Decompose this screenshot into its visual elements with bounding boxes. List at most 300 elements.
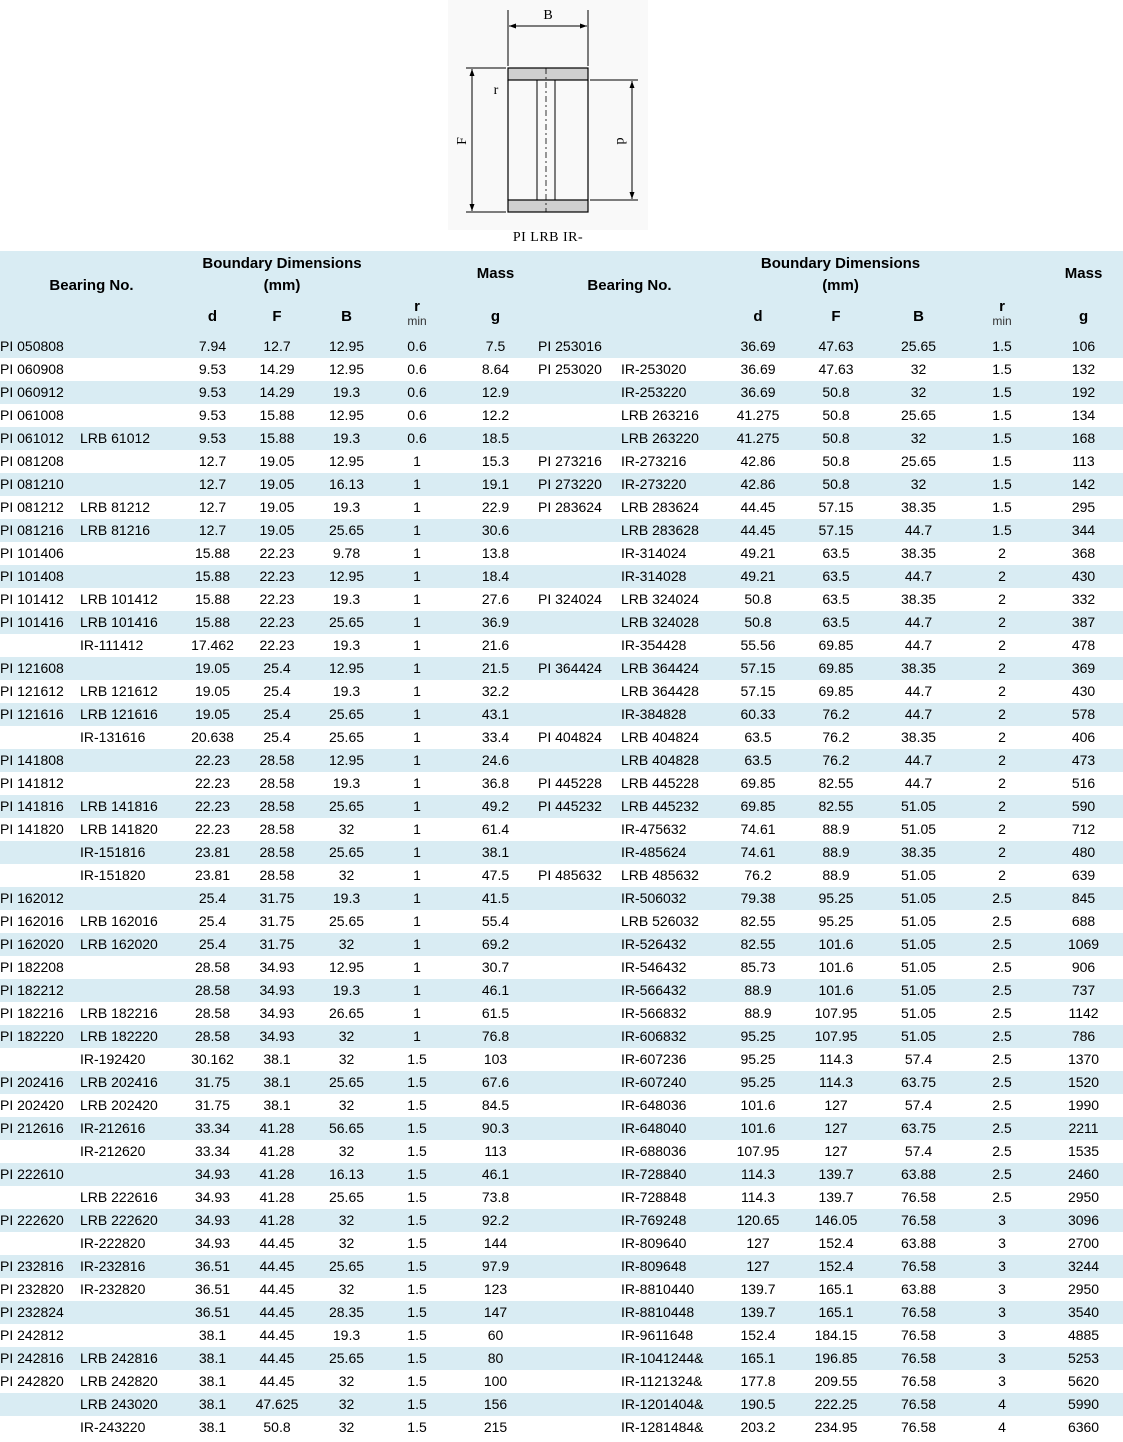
right-pi-no-cell — [538, 1301, 621, 1324]
right-f-cell: 63.5 — [822, 614, 850, 630]
left-f-cell: 12.7 — [263, 338, 291, 354]
right-pi-no-cell: PI 324024 — [538, 591, 602, 607]
right-pi-no-cell — [538, 519, 621, 542]
left-alt-no-cell — [80, 335, 183, 358]
left-mass-g-cell: 8.64 — [481, 361, 510, 377]
left-d-cell: 28.58 — [194, 1028, 231, 1044]
table-row — [0, 1071, 1123, 1094]
table-row — [0, 749, 1123, 772]
table-row — [0, 1186, 1123, 1209]
right-d-cell: 165.1 — [740, 1350, 776, 1366]
right-pi-no-cell — [538, 1209, 621, 1232]
right-d-cell: 114.3 — [741, 1166, 776, 1182]
left-alt-no-cell: IR-243220 — [80, 1419, 146, 1435]
right-f-cell: 82.55 — [818, 775, 854, 791]
right-pi-no-cell — [538, 1416, 621, 1439]
right-alt-no-cell: IR-314028 — [621, 568, 687, 584]
left-b-cell: 25.65 — [328, 1189, 365, 1205]
left-f-cell: 28.58 — [259, 798, 295, 814]
left-b-cell: 19.3 — [332, 683, 361, 699]
table-row — [0, 1255, 1123, 1278]
left-pi-no-cell: PI 242820 — [0, 1373, 64, 1389]
table-row — [0, 1025, 1123, 1048]
left-r-min-cell: 0.6 — [407, 407, 427, 423]
right-d-cell: 127 — [746, 1258, 770, 1274]
right-f-cell: 88.9 — [822, 867, 850, 883]
left-f-cell: 41.28 — [259, 1143, 295, 1159]
right-mass-g-cell: 1535 — [1067, 1143, 1100, 1159]
right-mass-g-cell: 478 — [1071, 637, 1096, 653]
left-pi-no-cell: PI 060908 — [0, 361, 64, 377]
right-pi-no-cell — [538, 381, 621, 404]
left-pi-no-cell: PI 101412 — [0, 591, 64, 607]
right-d-cell: 120.65 — [736, 1212, 780, 1228]
right-d-cell: 107.95 — [736, 1143, 780, 1159]
right-f-cell: 139.7 — [818, 1189, 854, 1205]
right-alt-no-cell: LRB 324024 — [621, 591, 699, 607]
right-f-cell: 114.3 — [819, 1051, 854, 1067]
left-mass-g-cell: 19.1 — [481, 476, 510, 492]
left-pi-no-cell: PI 242812 — [0, 1327, 64, 1343]
left-d-cell: 9.53 — [198, 430, 227, 446]
right-pi-no-cell — [538, 1094, 621, 1117]
table-row — [0, 1324, 1123, 1347]
left-alt-no-cell: IR-232820 — [80, 1281, 146, 1297]
left-pi-no-cell: PI 101406 — [0, 545, 64, 561]
right-alt-no-cell: LRB 404824 — [621, 729, 699, 745]
right-d-cell: 36.69 — [740, 361, 776, 377]
table-row — [0, 1278, 1123, 1301]
table-row — [0, 841, 1123, 864]
right-mass-g-cell: 6360 — [1067, 1419, 1100, 1435]
left-b-cell: 19.3 — [332, 890, 361, 906]
right-pi-no-cell — [538, 1002, 621, 1025]
right-alt-no-cell: IR-526432 — [621, 936, 687, 952]
right-alt-no-cell: IR-475632 — [621, 821, 687, 837]
left-f-cell: 38.1 — [263, 1074, 291, 1090]
left-f-cell: 34.93 — [259, 982, 295, 998]
right-b-cell: 51.05 — [901, 936, 937, 952]
left-mass-g-cell: 18.5 — [481, 430, 510, 446]
right-r-min-cell: 2 — [998, 706, 1006, 722]
right-mass-g-cell: 473 — [1071, 752, 1096, 768]
left-pi-no-cell: PI 162012 — [0, 890, 64, 906]
right-pi-no-cell — [538, 887, 621, 910]
right-r-min-cell: 2.5 — [992, 913, 1012, 929]
right-d-cell: 95.25 — [740, 1051, 776, 1067]
table-row — [0, 772, 1123, 795]
table-row — [0, 933, 1123, 956]
header-b-right: B — [913, 307, 924, 325]
bearing-spec-table — [0, 251, 1123, 1439]
right-b-cell: 51.05 — [901, 959, 937, 975]
right-r-min-cell: 1.5 — [992, 384, 1012, 400]
left-r-min-cell: 0.6 — [407, 384, 427, 400]
right-b-cell: 57.4 — [904, 1143, 933, 1159]
right-d-cell: 41.275 — [736, 430, 780, 446]
right-f-cell: 184.15 — [814, 1327, 858, 1343]
left-pi-no-cell: PI 182208 — [0, 959, 64, 975]
left-r-min-cell: 1 — [413, 775, 421, 791]
right-mass-g-cell: 132 — [1071, 361, 1096, 377]
right-b-cell: 38.35 — [901, 844, 937, 860]
left-b-cell: 19.3 — [332, 775, 361, 791]
left-pi-no-cell — [0, 1232, 80, 1255]
left-pi-no-cell: PI 222620 — [0, 1212, 64, 1228]
right-d-cell: 82.55 — [740, 913, 776, 929]
right-mass-g-cell: 332 — [1071, 591, 1096, 607]
right-f-cell: 57.15 — [818, 499, 854, 515]
left-alt-no-cell: IR-111412 — [80, 637, 144, 653]
left-mass-g-cell: 46.1 — [481, 982, 510, 998]
right-b-cell: 76.58 — [901, 1373, 937, 1389]
left-mass-g-cell: 7.5 — [485, 338, 506, 354]
left-mass-g-cell: 123 — [483, 1281, 508, 1297]
right-alt-no-cell: IR-546432 — [621, 959, 687, 975]
right-r-min-cell: 2.5 — [992, 1028, 1012, 1044]
right-pi-no-cell — [538, 565, 621, 588]
left-r-min-cell: 1 — [413, 729, 421, 745]
right-r-min-cell: 1.5 — [992, 430, 1012, 446]
right-b-cell: 63.88 — [901, 1235, 937, 1251]
right-r-min-cell: 4 — [998, 1419, 1006, 1435]
header-unit-right: (mm) — [822, 277, 859, 294]
left-r-min-cell: 1.5 — [407, 1350, 427, 1366]
left-r-min-cell: 1 — [413, 706, 421, 722]
left-r-min-cell: 1 — [413, 1005, 421, 1021]
right-f-cell: 152.4 — [818, 1235, 854, 1251]
right-f-cell: 50.8 — [822, 407, 850, 423]
right-alt-no-cell: IR-607236 — [621, 1051, 687, 1067]
left-f-cell: 41.28 — [259, 1166, 295, 1182]
header-r: r — [414, 298, 420, 315]
left-r-min-cell: 1.5 — [407, 1189, 427, 1205]
left-f-cell: 28.58 — [259, 752, 295, 768]
right-b-cell: 76.58 — [901, 1350, 937, 1366]
left-f-cell: 44.45 — [259, 1281, 295, 1297]
left-r-min-cell: 1 — [413, 545, 421, 561]
left-pi-no-cell: PI 162020 — [0, 936, 64, 952]
right-alt-no-cell: LRB 364424 — [621, 660, 699, 676]
right-mass-g-cell: 516 — [1071, 775, 1096, 791]
left-d-cell: 38.1 — [198, 1419, 227, 1435]
left-alt-no-cell — [80, 979, 183, 1002]
table-row — [0, 634, 1123, 657]
left-f-cell: 25.4 — [263, 729, 291, 745]
right-b-cell: 51.05 — [901, 867, 937, 883]
right-r-min-cell: 1.5 — [992, 361, 1012, 377]
right-pi-no-cell — [538, 818, 621, 841]
left-r-min-cell: 1 — [413, 821, 421, 837]
right-pi-no-cell — [538, 1048, 621, 1071]
left-pi-no-cell: PI 162016 — [0, 913, 64, 929]
right-pi-no-cell: PI 253020 — [538, 361, 602, 377]
right-alt-no-cell: IR-354428 — [621, 637, 687, 653]
right-pi-no-cell — [538, 1117, 621, 1140]
right-b-cell: 51.05 — [901, 890, 937, 906]
right-b-cell: 51.05 — [901, 821, 937, 837]
right-alt-no-cell: IR-1281484& — [621, 1419, 704, 1435]
table-row — [0, 795, 1123, 818]
right-b-cell: 44.7 — [904, 637, 933, 653]
left-alt-no-cell — [80, 1301, 183, 1324]
right-mass-g-cell: 578 — [1071, 706, 1096, 722]
table-row — [0, 1209, 1123, 1232]
right-r-min-cell: 3 — [998, 1258, 1006, 1274]
right-r-min-cell: 2.5 — [992, 1005, 1012, 1021]
right-alt-no-cell: IR-1121324& — [621, 1373, 703, 1389]
right-f-cell: 146.05 — [814, 1212, 858, 1228]
right-d-cell: 88.9 — [744, 1005, 772, 1021]
left-alt-no-cell: LRB 222620 — [80, 1212, 158, 1228]
header-f-right: F — [831, 307, 841, 325]
right-r-min-cell: 3 — [998, 1235, 1006, 1251]
left-pi-no-cell — [0, 1140, 80, 1163]
left-d-cell: 25.4 — [198, 913, 227, 929]
right-alt-no-cell: IR-728848 — [621, 1189, 687, 1205]
right-d-cell: 101.6 — [740, 1120, 776, 1136]
left-b-cell: 32 — [338, 1396, 355, 1412]
right-pi-no-cell: PI 273216 — [538, 453, 602, 469]
right-d-cell: 74.61 — [740, 821, 776, 837]
left-b-cell: 25.65 — [328, 522, 365, 538]
table-row — [0, 1232, 1123, 1255]
left-pi-no-cell — [0, 726, 80, 749]
left-f-cell: 38.1 — [263, 1051, 291, 1067]
right-f-cell: 50.8 — [822, 384, 850, 400]
table-row — [0, 1002, 1123, 1025]
left-alt-no-cell — [80, 473, 183, 496]
left-r-min-cell: 0.6 — [407, 338, 427, 354]
right-mass-g-cell: 5990 — [1067, 1396, 1100, 1412]
left-pi-no-cell: PI 121612 — [0, 683, 64, 699]
table-row — [0, 910, 1123, 933]
left-mass-g-cell: 60 — [487, 1327, 504, 1343]
left-alt-no-cell: IR-232816 — [80, 1258, 146, 1274]
left-b-cell: 28.35 — [328, 1304, 365, 1320]
right-mass-g-cell: 688 — [1071, 913, 1096, 929]
left-f-cell: 28.58 — [259, 844, 295, 860]
left-r-min-cell: 1 — [413, 591, 421, 607]
left-d-cell: 9.53 — [198, 384, 227, 400]
left-f-cell: 14.29 — [259, 361, 295, 377]
left-d-cell: 15.88 — [194, 545, 231, 561]
left-d-cell: 36.51 — [194, 1258, 231, 1274]
left-r-min-cell: 1.5 — [407, 1419, 427, 1435]
left-mass-g-cell: 80 — [487, 1350, 504, 1366]
left-d-cell: 15.88 — [194, 568, 231, 584]
header-bearing-no-right: Bearing No. — [587, 277, 672, 294]
left-r-min-cell: 1 — [413, 476, 421, 492]
left-f-cell: 38.1 — [263, 1097, 291, 1113]
right-mass-g-cell: 2211 — [1068, 1120, 1099, 1136]
right-pi-no-cell: PI 253016 — [538, 338, 602, 354]
right-pi-no-cell — [538, 1278, 621, 1301]
right-alt-no-cell: IR-253020 — [621, 361, 687, 377]
left-r-min-cell: 1 — [413, 637, 421, 653]
left-f-cell: 41.28 — [259, 1212, 295, 1228]
right-r-min-cell: 3 — [998, 1350, 1006, 1366]
right-mass-g-cell: 3540 — [1067, 1304, 1100, 1320]
left-f-cell: 25.4 — [263, 683, 291, 699]
right-alt-no-cell: IR-728840 — [621, 1166, 687, 1182]
left-b-cell: 19.3 — [332, 637, 361, 653]
right-alt-no-cell: IR-606832 — [621, 1028, 687, 1044]
table-row — [0, 358, 1123, 381]
left-b-cell: 12.95 — [328, 660, 365, 676]
left-b-cell: 12.95 — [328, 407, 365, 423]
left-d-cell: 12.7 — [198, 453, 227, 469]
left-mass-g-cell: 49.2 — [481, 798, 510, 814]
right-b-cell: 38.35 — [901, 660, 937, 676]
table-row — [0, 611, 1123, 634]
right-alt-no-cell: IR-769248 — [621, 1212, 687, 1228]
left-alt-no-cell: LRB 162020 — [80, 936, 158, 952]
right-mass-g-cell: 387 — [1071, 614, 1096, 630]
left-b-cell: 25.65 — [328, 729, 365, 745]
left-b-cell: 26.65 — [328, 1005, 365, 1021]
right-r-min-cell: 2.5 — [992, 936, 1012, 952]
right-mass-g-cell: 480 — [1071, 844, 1096, 860]
left-alt-no-cell — [80, 565, 183, 588]
right-b-cell: 57.4 — [904, 1097, 933, 1113]
right-b-cell: 44.7 — [904, 683, 933, 699]
left-b-cell: 25.65 — [328, 614, 365, 630]
left-d-cell: 38.1 — [198, 1350, 227, 1366]
right-pi-no-cell — [538, 1186, 621, 1209]
table-body — [0, 335, 1123, 1439]
left-d-cell: 31.75 — [194, 1074, 231, 1090]
right-mass-g-cell: 590 — [1071, 798, 1096, 814]
left-alt-no-cell: LRB 243020 — [80, 1396, 158, 1412]
right-b-cell: 63.88 — [901, 1281, 937, 1297]
right-b-cell: 51.05 — [901, 1028, 937, 1044]
left-d-cell: 33.34 — [194, 1143, 231, 1159]
table-row — [0, 496, 1123, 519]
right-mass-g-cell: 712 — [1071, 821, 1096, 837]
header-r-min-right: min — [992, 314, 1012, 328]
left-r-min-cell: 1 — [413, 683, 421, 699]
bearing-cross-section-diagram — [448, 0, 648, 230]
right-r-min-cell: 2 — [998, 775, 1006, 791]
left-d-cell: 17.462 — [191, 637, 234, 653]
left-d-cell: 12.7 — [198, 499, 227, 515]
right-d-cell: 82.55 — [740, 936, 776, 952]
table-row — [0, 657, 1123, 680]
left-d-cell: 23.81 — [194, 844, 231, 860]
right-alt-no-cell: IR-9611648 — [621, 1327, 694, 1343]
right-d-cell: 95.25 — [740, 1074, 776, 1090]
left-d-cell: 20.638 — [191, 729, 234, 745]
left-pi-no-cell: PI 061012 — [0, 430, 64, 446]
right-mass-g-cell: 845 — [1071, 890, 1096, 906]
right-mass-g-cell: 1520 — [1067, 1074, 1100, 1090]
left-b-cell: 25.65 — [328, 844, 365, 860]
header-mass-right: Mass — [1064, 265, 1103, 282]
right-pi-no-cell — [538, 1140, 621, 1163]
right-r-min-cell: 1.5 — [992, 338, 1012, 354]
left-f-cell: 44.45 — [259, 1350, 295, 1366]
right-d-cell: 88.9 — [744, 982, 772, 998]
left-pi-no-cell: PI 060912 — [0, 384, 64, 400]
left-d-cell: 38.1 — [198, 1373, 227, 1389]
left-r-min-cell: 1 — [413, 798, 421, 814]
left-b-cell: 32 — [338, 936, 355, 952]
table-row — [0, 726, 1123, 749]
left-mass-g-cell: 103 — [483, 1051, 508, 1067]
left-mass-g-cell: 21.6 — [481, 637, 510, 653]
right-b-cell: 38.35 — [901, 499, 937, 515]
right-f-cell: 165.1 — [818, 1304, 854, 1320]
left-pi-no-cell: PI 101416 — [0, 614, 64, 630]
right-f-cell: 101.6 — [818, 959, 854, 975]
right-mass-g-cell: 2950 — [1067, 1189, 1100, 1205]
right-alt-no-cell: IR-648036 — [621, 1097, 687, 1113]
left-d-cell: 36.51 — [194, 1281, 231, 1297]
left-alt-no-cell — [80, 381, 183, 404]
right-pi-no-cell — [538, 1255, 621, 1278]
left-pi-no-cell: PI 232820 — [0, 1281, 64, 1297]
left-mass-g-cell: 100 — [483, 1373, 508, 1389]
right-pi-no-cell: PI 445232 — [538, 798, 602, 814]
left-d-cell: 22.23 — [194, 752, 231, 768]
right-b-cell: 25.65 — [901, 453, 937, 469]
left-r-min-cell: 1 — [413, 982, 421, 998]
right-r-min-cell: 2 — [998, 683, 1006, 699]
table-row — [0, 1140, 1123, 1163]
left-f-cell: 31.75 — [259, 890, 295, 906]
left-d-cell: 34.93 — [194, 1235, 231, 1251]
header-g: g — [490, 307, 501, 325]
right-b-cell: 38.35 — [901, 729, 937, 745]
left-d-cell: 34.93 — [194, 1189, 231, 1205]
left-f-cell: 28.58 — [259, 821, 295, 837]
right-b-cell: 25.65 — [901, 407, 937, 423]
left-mass-g-cell: 18.4 — [481, 568, 510, 584]
left-b-cell: 32 — [338, 1373, 355, 1389]
right-f-cell: 127 — [824, 1143, 848, 1159]
right-pi-no-cell — [538, 542, 621, 565]
right-alt-no-cell: LRB 364428 — [621, 683, 699, 699]
left-mass-g-cell: 73.8 — [481, 1189, 510, 1205]
table-row — [0, 473, 1123, 496]
left-alt-no-cell: IR-222820 — [80, 1235, 146, 1251]
drawing-caption: PI LRB IR- — [512, 230, 584, 245]
left-alt-no-cell: LRB 242816 — [80, 1350, 158, 1366]
left-alt-no-cell — [80, 358, 183, 381]
right-d-cell: 63.5 — [744, 729, 772, 745]
left-b-cell: 12.95 — [328, 361, 365, 377]
right-pi-no-cell — [538, 1393, 621, 1416]
right-r-min-cell: 3 — [998, 1281, 1006, 1297]
table-row — [0, 703, 1123, 726]
header-boundary-dimensions: Boundary Dimensions — [202, 255, 362, 272]
left-mass-g-cell: 22.9 — [481, 499, 510, 515]
right-b-cell: 63.75 — [901, 1074, 937, 1090]
label-f: F — [455, 137, 470, 145]
right-b-cell: 76.58 — [901, 1304, 937, 1320]
table-row — [0, 1301, 1123, 1324]
right-alt-no-cell: LRB 263220 — [621, 430, 699, 446]
right-pi-no-cell — [538, 634, 621, 657]
left-d-cell: 25.4 — [198, 890, 227, 906]
right-d-cell: 55.56 — [740, 637, 776, 653]
left-r-min-cell: 1.5 — [407, 1143, 427, 1159]
left-r-min-cell: 1.5 — [407, 1212, 427, 1228]
right-alt-no-cell: LRB 283628 — [621, 522, 699, 538]
left-b-cell: 25.65 — [328, 1074, 365, 1090]
left-mass-g-cell: 12.2 — [481, 407, 510, 423]
